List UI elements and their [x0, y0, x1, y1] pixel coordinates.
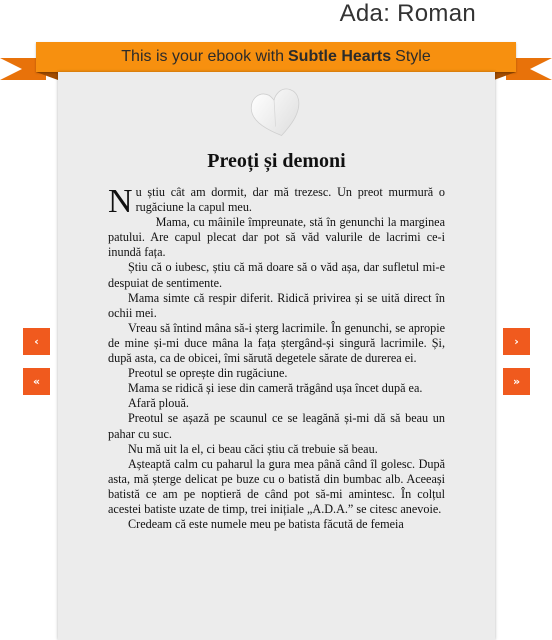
heart-icon	[249, 86, 305, 140]
paragraph: Mama, cu mâinile împreunate, stă în genunchi la marginea patului. Are capul plecat dar pot să văd valurile de lacrimi ce-i inundă fața.	[108, 215, 445, 260]
paragraph: Știu că o iubesc, știu că mă doare să o văd așa, dar sufletul mi-e despuiat de sentimente.	[108, 260, 445, 290]
banner-suffix: Style	[395, 48, 431, 65]
ribbon-fold-right	[494, 72, 516, 80]
first-page-button[interactable]: «	[23, 368, 50, 395]
paragraph: Vreau să întind mâna să-i șterg lacrimile. În genunchi, se apropie de mine și-mi duce mâna la fața ștergând-și singură lacrimile. Și, după asta, ca de obicei, îmi sărută degetele sărate de durerea ei.	[108, 320, 445, 366]
book-title: Ada: Roman	[339, 0, 476, 27]
paragraph: Mama se ridică și iese din cameră trăgând ușa încet după ea.	[128, 381, 423, 396]
prev-page-button[interactable]: ‹	[23, 328, 50, 355]
paragraph: Nu mă uit la el, ci beau căci știu că trebuie să beau.	[128, 441, 378, 456]
paragraph: Preotul se așază pe scaunul ce se leagănă și-mi dă să beau un pahar cu suc.	[108, 411, 445, 441]
banner-text	[36, 42, 516, 72]
paragraph: Preotul se oprește din rugăciune.	[128, 366, 288, 381]
last-page-button[interactable]: »	[503, 368, 530, 395]
banner-style-name: Subtle Hearts	[288, 48, 392, 65]
ebook-page	[58, 72, 495, 640]
chapter-title: Preoți și demoni	[207, 150, 346, 172]
drop-cap: N	[108, 183, 133, 220]
next-page-button[interactable]: ›	[503, 328, 530, 355]
paragraph: Așteaptă calm cu paharul la gura mea până când îl golesc. După asta, mă șterge delicat pe buze cu o batistă din bumbac alb. Aceeași batistă ce am pe noptieră de când pot să-mi amintesc. În colțul acestei batiste uzate de timp, trei inițiale „A.D.A.” se citesc anevoie.	[108, 456, 445, 516]
paragraph: Credeam că este numele meu pe batista făcută de femeia	[128, 517, 404, 532]
paragraph: Nu știu cât am dormit, dar mă trezesc. Un preot murmură o rugăciune la capul meu.	[108, 183, 445, 220]
paragraph: Mama simte că respir diferit. Ridică privirea și se uită direct în ochii mei.	[108, 290, 445, 320]
paragraph: Afară plouă.	[128, 396, 189, 411]
chapter-text	[108, 185, 445, 532]
ribbon-fold-left	[36, 72, 58, 80]
banner-prefix: This is your ebook with	[121, 48, 284, 65]
